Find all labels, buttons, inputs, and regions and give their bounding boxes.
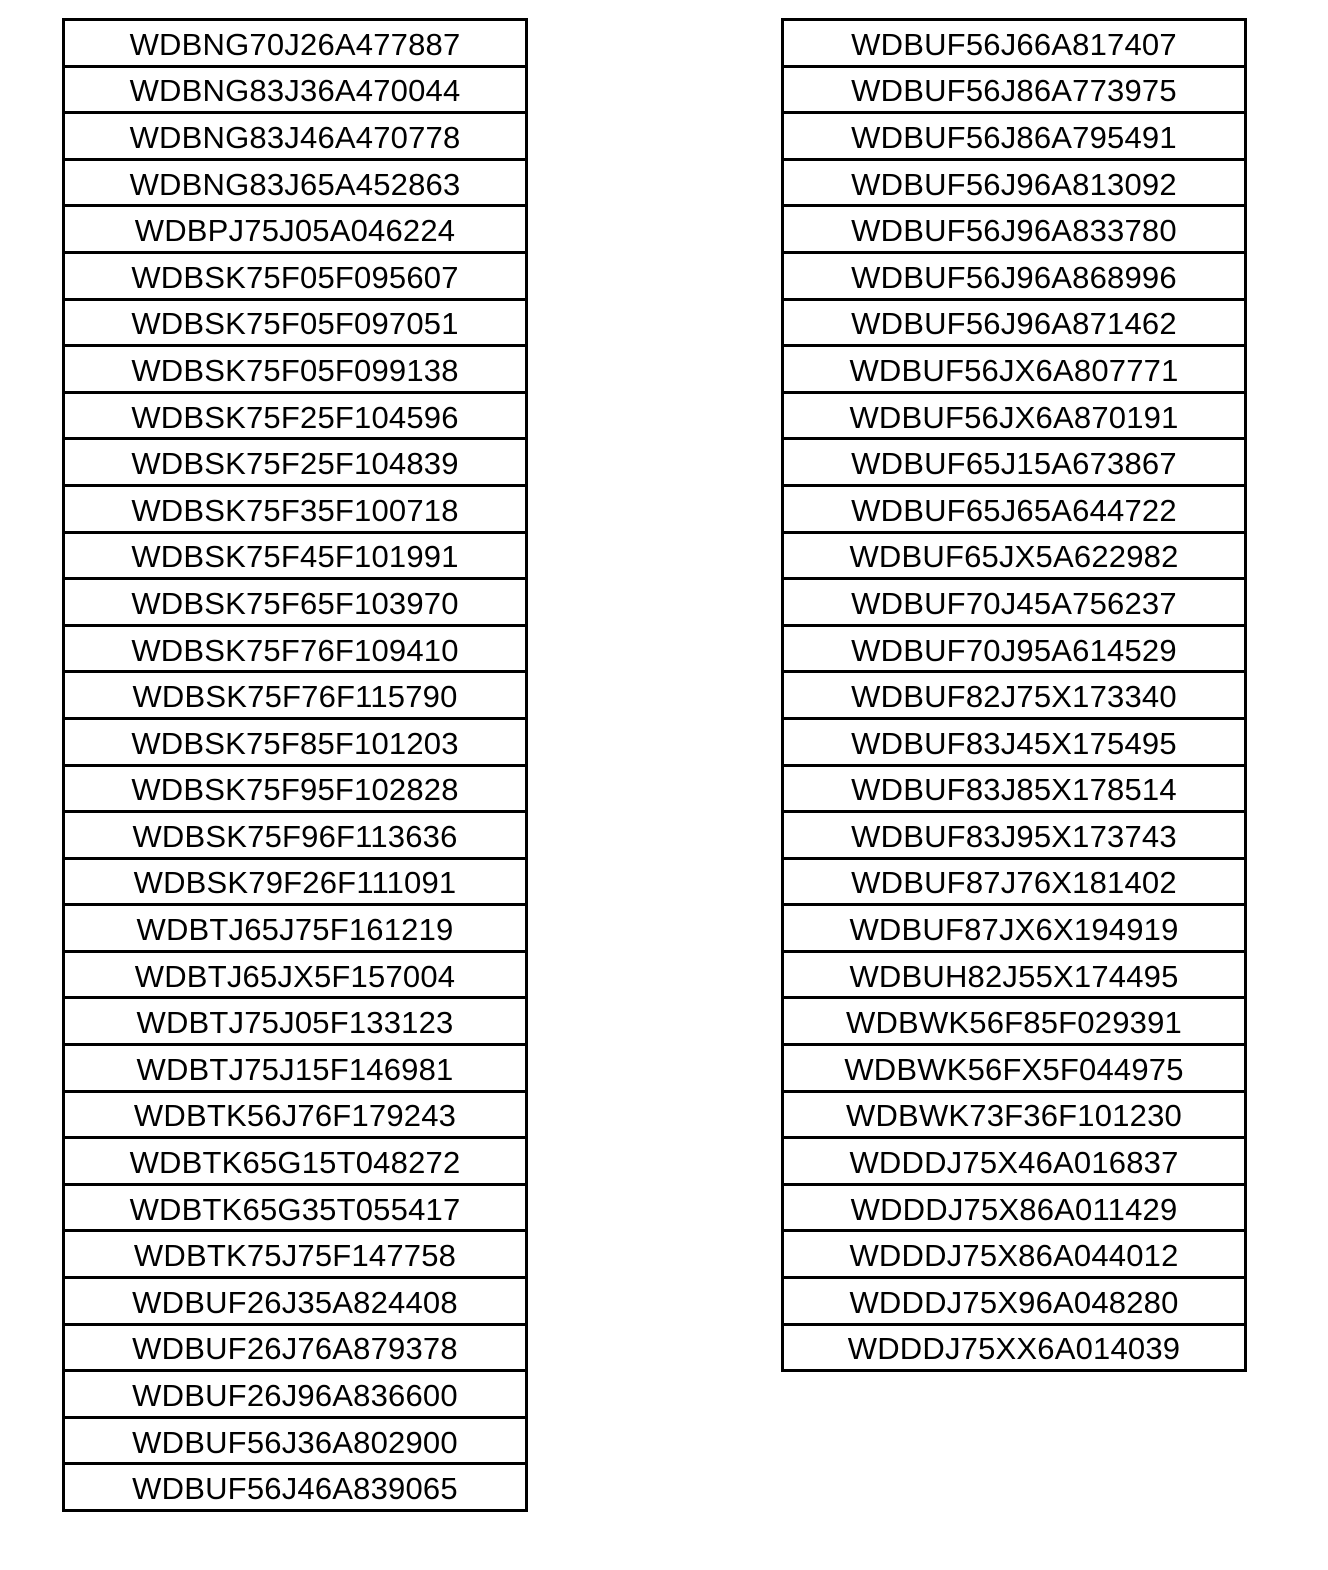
table-row	[64, 1045, 527, 1092]
table-row	[64, 1138, 527, 1185]
vin-cell: WDBUF56J96A868996	[783, 252, 1246, 299]
table-row	[783, 485, 1246, 532]
vin-cell: WDBSK75F95F102828	[64, 765, 527, 812]
vin-cell: WDBUF65J65A644722	[783, 485, 1246, 532]
vin-cell: WDBNG70J26A477887	[64, 20, 527, 67]
vin-cell: WDDDJ75X46A016837	[783, 1138, 1246, 1185]
vin-table-left-body	[64, 20, 527, 1511]
vin-cell: WDBUF65J15A673867	[783, 439, 1246, 486]
vin-cell: WDBUF56J96A833780	[783, 206, 1246, 253]
vin-table-left	[62, 18, 528, 1512]
vin-cell: WDBUF56J96A871462	[783, 299, 1246, 346]
table-row	[64, 579, 527, 626]
table-row	[64, 1324, 527, 1371]
vin-cell: WDBUF83J95X173743	[783, 812, 1246, 859]
vin-table-right-body	[783, 20, 1246, 1371]
table-row	[64, 1464, 527, 1511]
table-row	[783, 625, 1246, 672]
vin-cell: WDBSK75F96F113636	[64, 812, 527, 859]
table-row	[783, 299, 1246, 346]
table-row	[783, 672, 1246, 719]
vin-cell: WDBTJ65JX5F157004	[64, 951, 527, 998]
table-row	[783, 905, 1246, 952]
table-row	[64, 998, 527, 1045]
table-row	[783, 252, 1246, 299]
vin-cell: WDBSK75F05F097051	[64, 299, 527, 346]
vin-cell: WDBUF56J36A802900	[64, 1417, 527, 1464]
table-row	[783, 113, 1246, 160]
vin-cell: WDBUF56J86A795491	[783, 113, 1246, 160]
table-row	[783, 951, 1246, 998]
table-row	[783, 1184, 1246, 1231]
vin-cell: WDBUF26J76A879378	[64, 1324, 527, 1371]
vin-cell: WDBNG83J36A470044	[64, 66, 527, 113]
table-row	[783, 392, 1246, 439]
table-row	[783, 20, 1246, 67]
vin-cell: WDBTK75J75F147758	[64, 1231, 527, 1278]
vin-cell: WDDDJ75XX6A014039	[783, 1324, 1246, 1371]
vin-cell: WDBUF56JX6A807771	[783, 346, 1246, 393]
vin-cell: WDBUF70J45A756237	[783, 579, 1246, 626]
vin-cell: WDBUF87J76X181402	[783, 858, 1246, 905]
vin-cell: WDBSK75F05F099138	[64, 346, 527, 393]
vin-cell: WDBSK75F35F100718	[64, 485, 527, 532]
table-row	[64, 1231, 527, 1278]
table-row	[783, 66, 1246, 113]
table-row	[64, 905, 527, 952]
vin-cell: WDBNG83J46A470778	[64, 113, 527, 160]
table-row	[64, 1184, 527, 1231]
table-row	[783, 858, 1246, 905]
table-row	[64, 532, 527, 579]
vin-cell: WDBUF56J96A813092	[783, 159, 1246, 206]
vin-cell: WDBSK75F45F101991	[64, 532, 527, 579]
vin-cell: WDBTK65G35T055417	[64, 1184, 527, 1231]
vin-cell: WDBUF26J96A836600	[64, 1371, 527, 1418]
table-row	[64, 159, 527, 206]
table-row	[64, 439, 527, 486]
vin-cell: WDDDJ75X86A011429	[783, 1184, 1246, 1231]
table-row	[64, 765, 527, 812]
vin-cell: WDBTJ75J05F133123	[64, 998, 527, 1045]
vin-cell: WDBTK56J76F179243	[64, 1091, 527, 1138]
vin-cell: WDBSK75F25F104596	[64, 392, 527, 439]
table-row	[64, 1091, 527, 1138]
vin-cell: WDBUF87JX6X194919	[783, 905, 1246, 952]
vin-cell: WDBUF83J45X175495	[783, 718, 1246, 765]
vin-cell: WDBWK73F36F101230	[783, 1091, 1246, 1138]
vin-cell: WDBTJ75J15F146981	[64, 1045, 527, 1092]
table-row	[783, 812, 1246, 859]
vin-cell: WDBUF83J85X178514	[783, 765, 1246, 812]
table-row	[64, 1371, 527, 1418]
vin-table-right	[781, 18, 1247, 1372]
table-row	[64, 672, 527, 719]
table-row	[64, 485, 527, 532]
vin-cell: WDBSK79F26F111091	[64, 858, 527, 905]
table-row	[783, 159, 1246, 206]
table-row	[64, 20, 527, 67]
vin-cell: WDBNG83J65A452863	[64, 159, 527, 206]
vin-cell: WDBUF70J95A614529	[783, 625, 1246, 672]
vin-cell: WDBWK56FX5F044975	[783, 1045, 1246, 1092]
table-row	[783, 998, 1246, 1045]
table-row	[64, 252, 527, 299]
table-row	[64, 951, 527, 998]
vin-cell: WDBUF26J35A824408	[64, 1278, 527, 1325]
vin-cell: WDBUF56J86A773975	[783, 66, 1246, 113]
table-row	[783, 532, 1246, 579]
vin-cell: WDBUF65JX5A622982	[783, 532, 1246, 579]
table-row	[783, 1324, 1246, 1371]
table-row	[64, 1417, 527, 1464]
vin-cell: WDBWK56F85F029391	[783, 998, 1246, 1045]
vin-cell: WDBPJ75J05A046224	[64, 206, 527, 253]
table-row	[783, 206, 1246, 253]
table-row	[783, 1138, 1246, 1185]
vin-cell: WDBSK75F05F095607	[64, 252, 527, 299]
table-row	[783, 1045, 1246, 1092]
table-row	[783, 439, 1246, 486]
table-row	[64, 66, 527, 113]
vin-cell: WDBUH82J55X174495	[783, 951, 1246, 998]
vin-cell: WDDDJ75X86A044012	[783, 1231, 1246, 1278]
vin-cell: WDBUF56J66A817407	[783, 20, 1246, 67]
table-row	[64, 206, 527, 253]
vin-cell: WDBSK75F76F115790	[64, 672, 527, 719]
vin-cell: WDBUF56J46A839065	[64, 1464, 527, 1511]
vin-cell: WDBTJ65J75F161219	[64, 905, 527, 952]
vin-cell: WDBUF56JX6A870191	[783, 392, 1246, 439]
vin-cell: WDBUF82J75X173340	[783, 672, 1246, 719]
table-row	[64, 718, 527, 765]
vin-cell: WDBSK75F65F103970	[64, 579, 527, 626]
vin-cell: WDBSK75F76F109410	[64, 625, 527, 672]
table-row	[783, 1231, 1246, 1278]
table-row	[64, 858, 527, 905]
table-row	[64, 299, 527, 346]
table-row	[64, 625, 527, 672]
table-row	[783, 579, 1246, 626]
vin-cell: WDBSK75F25F104839	[64, 439, 527, 486]
table-row	[64, 1278, 527, 1325]
table-row	[783, 346, 1246, 393]
table-row	[64, 346, 527, 393]
table-row	[783, 1091, 1246, 1138]
table-row	[64, 392, 527, 439]
vin-cell: WDDDJ75X96A048280	[783, 1278, 1246, 1325]
table-row	[783, 718, 1246, 765]
vin-cell: WDBTK65G15T048272	[64, 1138, 527, 1185]
table-row	[783, 1278, 1246, 1325]
table-row	[64, 113, 527, 160]
table-row	[64, 812, 527, 859]
table-row	[783, 765, 1246, 812]
vin-cell: WDBSK75F85F101203	[64, 718, 527, 765]
